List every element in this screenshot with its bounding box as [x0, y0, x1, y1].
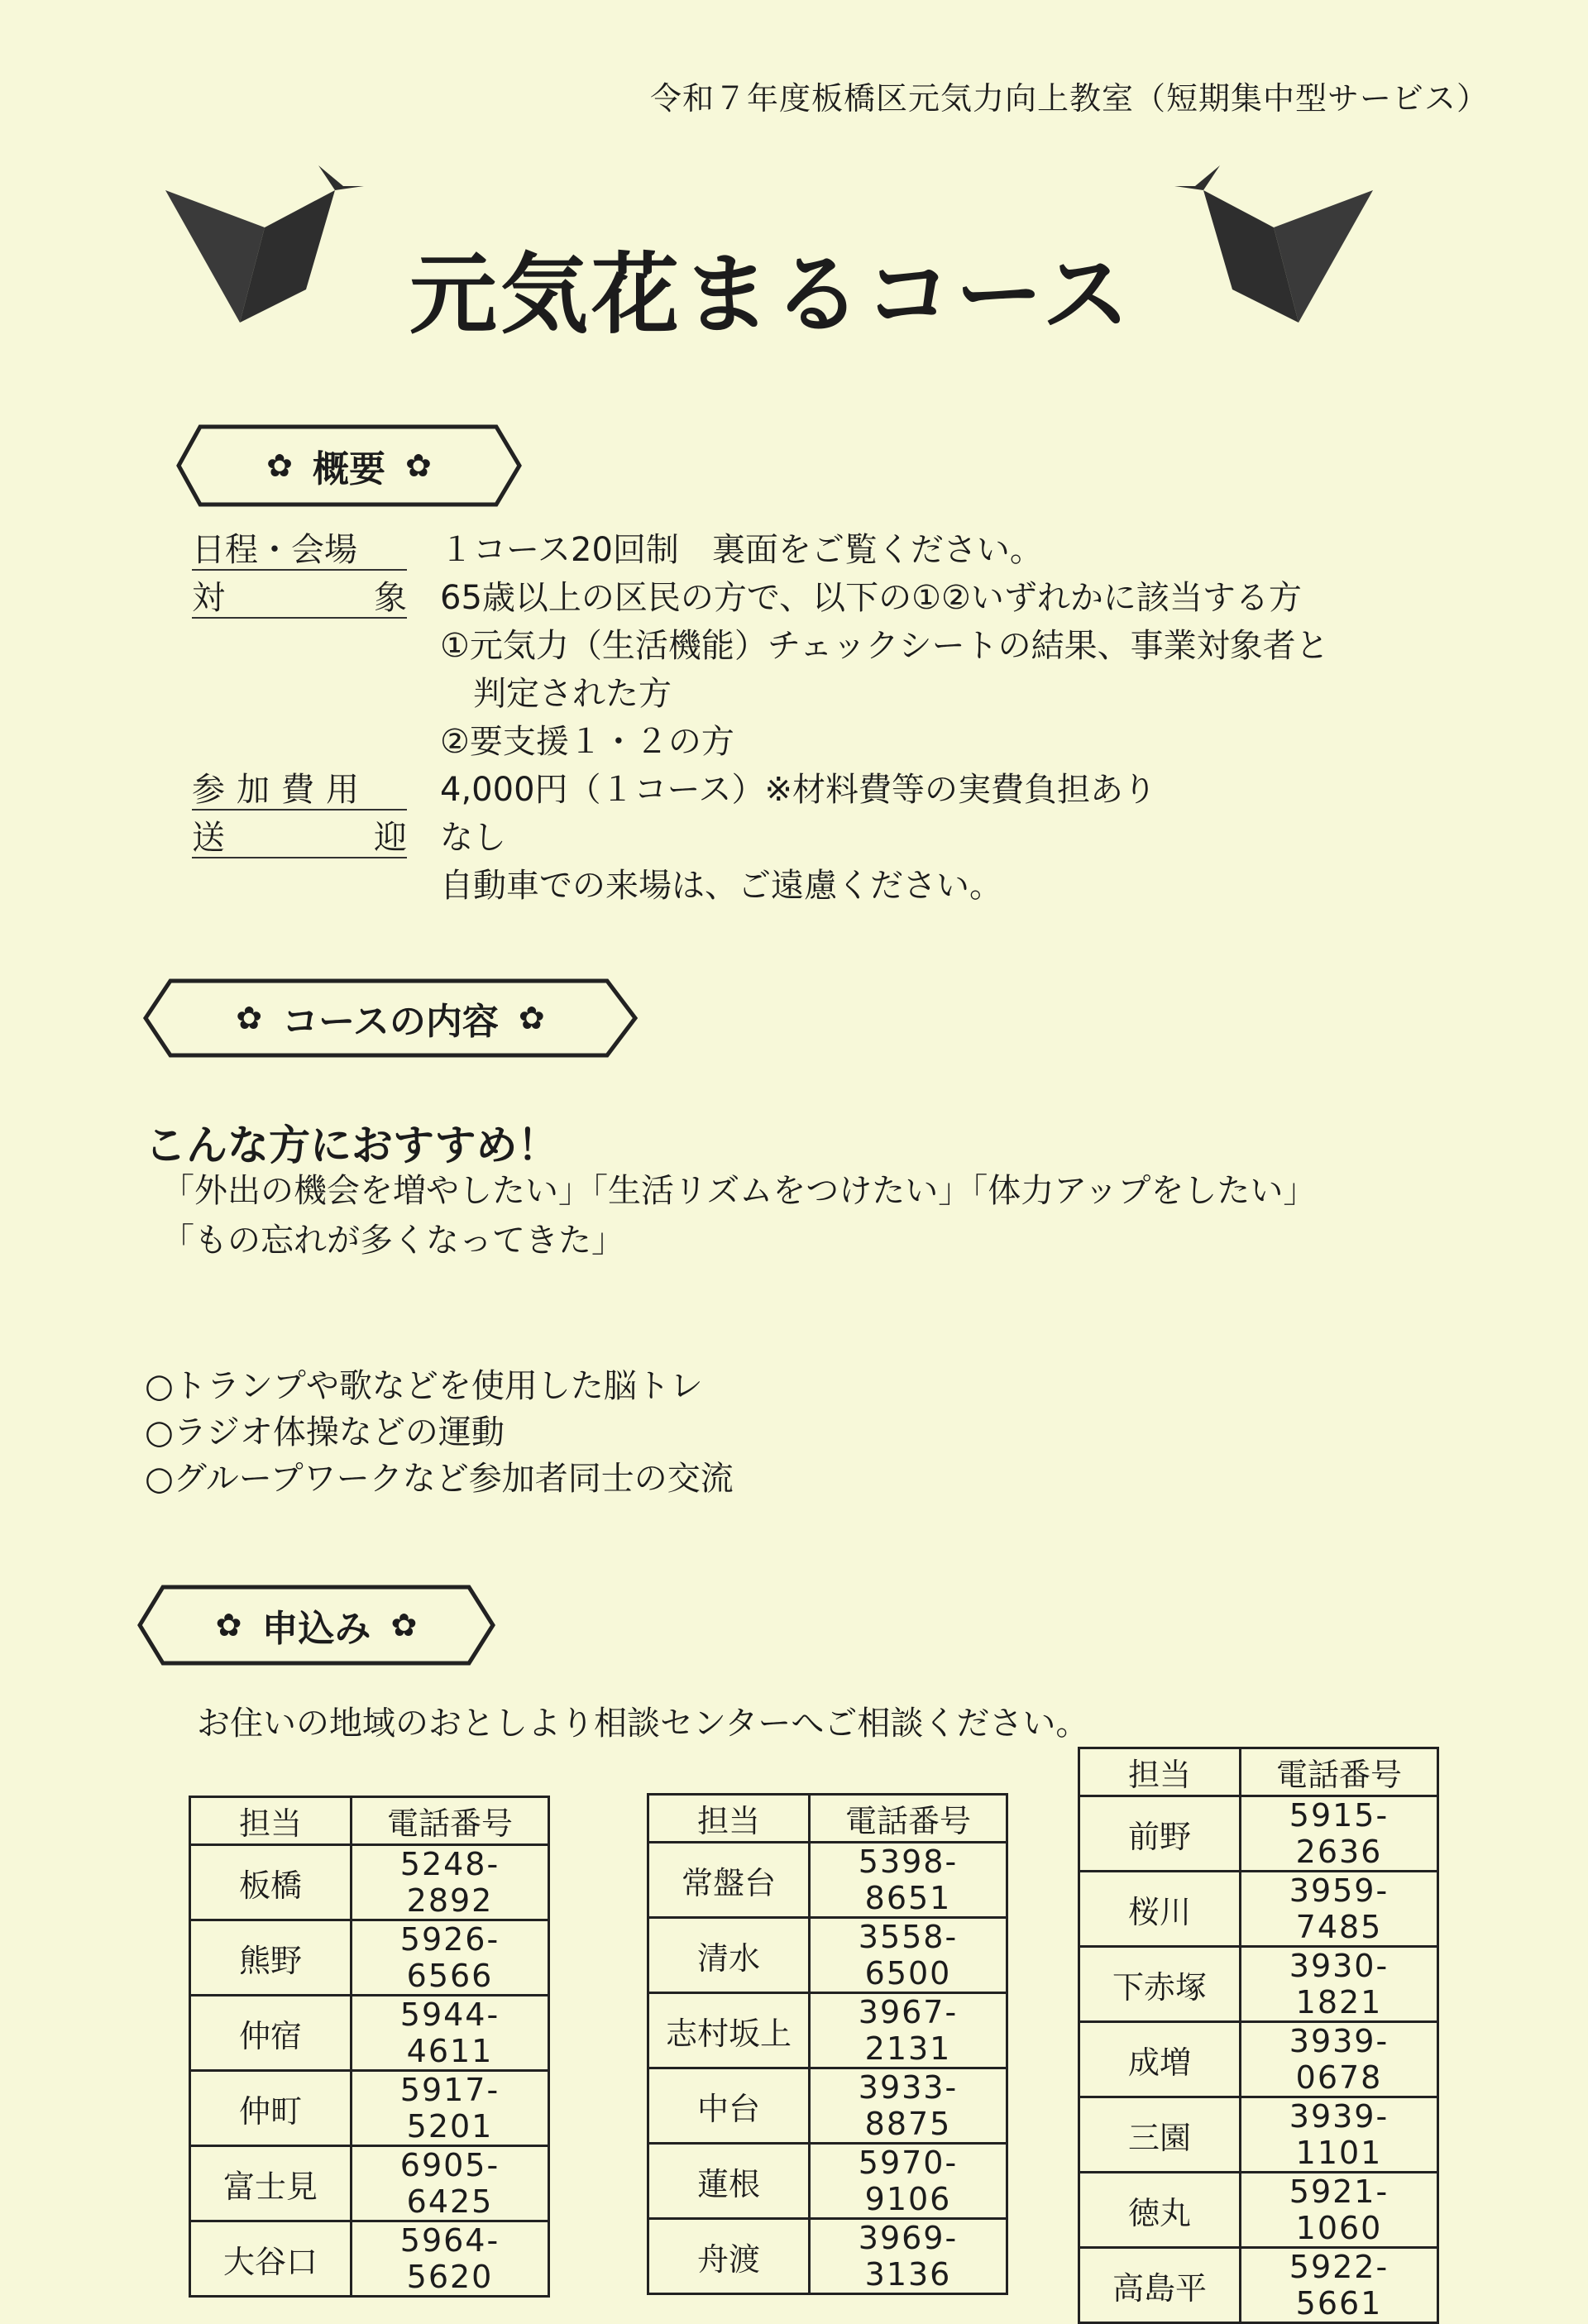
target-label [192, 574, 407, 619]
table-row [648, 2144, 1007, 2219]
area-cell: 志村坂上 [648, 1993, 810, 2068]
target-condition-2: ②要支援１・２の方 [440, 723, 734, 761]
table-row [1079, 1796, 1438, 1872]
phone-cell: 5915-2636 [1241, 1796, 1438, 1872]
area-cell: 徳丸 [1079, 2173, 1241, 2248]
area-cell: 大谷口 [190, 2221, 352, 2297]
table-row [648, 2219, 1007, 2294]
overview-block [192, 526, 1329, 910]
transport-label-part: 送 [192, 819, 225, 857]
section-label-apply [136, 1584, 496, 1666]
phone-cell: 5248-2892 [352, 1845, 549, 1920]
phone-cell: 5398-8651 [810, 1843, 1007, 1918]
fee-value: 4,000円（１コース）※材料費等の実費負担あり [440, 771, 1157, 809]
column-header-area: 担当 [190, 1797, 352, 1845]
phone-cell: 3967-2131 [810, 1993, 1007, 2068]
area-cell: 成増 [1079, 2022, 1241, 2097]
flower-icon: ✿ [518, 1000, 545, 1036]
table-header-row [1079, 1748, 1438, 1796]
schedule-row [192, 526, 1329, 574]
table-row [1079, 2022, 1438, 2097]
phone-cell: 5964-5620 [352, 2221, 549, 2297]
target-condition-1b: 判定された方 [440, 675, 672, 713]
activity-item: ○グループワークなど参加者同士の交流 [145, 1460, 734, 1498]
area-cell: 高島平 [1079, 2248, 1241, 2323]
area-cell: 仲町 [190, 2071, 352, 2146]
table-row [648, 1918, 1007, 1993]
fee-label: 参加費用 [192, 766, 407, 811]
table-row [190, 1920, 549, 1996]
table-row [190, 2221, 549, 2297]
table-row [1079, 2248, 1438, 2323]
phone-cell: 3939-1101 [1241, 2097, 1438, 2173]
area-cell: 清水 [648, 1918, 810, 1993]
column-header-area: 担当 [648, 1795, 810, 1843]
recommend-heading: こんな方におすすめ！ [145, 1121, 559, 1169]
area-cell: 仲宿 [190, 1996, 352, 2071]
schedule-value: １コース20回制 裏面をご覧ください。 [440, 531, 1043, 569]
column-header-phone: 電話番号 [810, 1795, 1007, 1843]
paper-crane-icon [165, 165, 364, 331]
area-cell: 桜川 [1079, 1872, 1241, 1947]
section-label-text: 申込み [261, 1608, 371, 1650]
apply-instruction: お住いの地域のおとしより相談センターへご相談ください。 [197, 1705, 1089, 1743]
table-row [190, 1845, 549, 1920]
area-cell: 舟渡 [648, 2219, 810, 2294]
phone-cell: 5944-4611 [352, 1996, 549, 2071]
phone-cell: 3959-7485 [1241, 1872, 1438, 1947]
table-header-row [648, 1795, 1007, 1843]
table-row [648, 2068, 1007, 2144]
phone-cell: 3558-6500 [810, 1918, 1007, 1993]
phone-cell: 3939-0678 [1241, 2022, 1438, 2097]
phone-cell: 5926-6566 [352, 1920, 549, 1996]
contact-table [647, 1793, 1008, 2295]
phone-cell: 5922-5661 [1241, 2248, 1438, 2323]
column-header-area: 担当 [1079, 1748, 1241, 1796]
course-title: 元気花まるコース [409, 244, 1133, 346]
target-value: 65歳以上の区民の方で、以下の①②いずれかに該当する方 [440, 579, 1302, 617]
section-label-overview [175, 423, 523, 508]
table-row [1079, 1872, 1438, 1947]
flower-icon: ✿ [215, 1607, 242, 1643]
transport-label-part: 迎 [374, 819, 407, 857]
column-header-phone: 電話番号 [1241, 1748, 1438, 1796]
target-label-part: 対 [192, 579, 225, 617]
area-cell: 前野 [1079, 1796, 1241, 1872]
recommend-quotes [161, 1166, 1316, 1265]
table-row [190, 2146, 549, 2221]
phone-cell: 5917-5201 [352, 2071, 549, 2146]
target-row [192, 574, 1329, 766]
activity-item: ○トランプや歌などを使用した脳トレ [145, 1367, 703, 1405]
table-row [190, 1996, 549, 2071]
table-row [1079, 2173, 1438, 2248]
flower-icon: ✿ [266, 447, 293, 484]
recommend-line: 「外出の機会を増やしたい」「生活リズムをつけたい」「体力アップをしたい」 [161, 1172, 1317, 1210]
area-cell: 蓮根 [648, 2144, 810, 2219]
phone-cell: 3933-8875 [810, 2068, 1007, 2144]
section-label-text: 概要 [313, 448, 385, 490]
table-header-row [190, 1797, 549, 1845]
area-cell: 三園 [1079, 2097, 1241, 2173]
phone-cell: 5970-9106 [810, 2144, 1007, 2219]
paper-crane-icon [1174, 165, 1373, 331]
phone-cell: 3969-3136 [810, 2219, 1007, 2294]
area-cell: 中台 [648, 2068, 810, 2144]
target-label-part: 象 [374, 579, 407, 617]
area-cell: 常盤台 [648, 1843, 810, 1918]
phone-cell: 5921-1060 [1241, 2173, 1438, 2248]
activity-list [145, 1363, 734, 1502]
target-condition-1: ①元気力（生活機能）チェックシートの結果、事業対象者と [440, 627, 1329, 665]
table-row [648, 1993, 1007, 2068]
program-title: 令和７年度板橋区元気力向上教室（短期集中型サービス） [649, 80, 1489, 117]
fee-row [192, 766, 1329, 814]
area-cell: 富士見 [190, 2146, 352, 2221]
contact-table [189, 1796, 550, 2298]
table-row [648, 1843, 1007, 1918]
column-header-phone: 電話番号 [352, 1797, 549, 1845]
contact-table [1078, 1747, 1439, 2324]
section-label-text: コースの内容 [282, 1001, 499, 1043]
table-row [1079, 1947, 1438, 2022]
phone-cell: 6905-6425 [352, 2146, 549, 2221]
schedule-label: 日程・会場 [192, 526, 407, 571]
transport-value: なし [440, 819, 506, 857]
flower-icon: ✿ [390, 1607, 418, 1643]
area-cell: 熊野 [190, 1920, 352, 1996]
flower-icon: ✿ [405, 447, 432, 484]
area-cell: 下赤塚 [1079, 1947, 1241, 2022]
phone-cell: 3930-1821 [1241, 1947, 1438, 2022]
section-label-content [142, 978, 639, 1059]
flower-icon: ✿ [236, 1000, 263, 1036]
transport-label [192, 814, 407, 858]
table-row [190, 2071, 549, 2146]
recommend-line: 「もの忘れが多くなってきた」 [161, 1222, 624, 1260]
transport-note: 自動車での来場は、ご遠慮ください。 [440, 867, 1002, 905]
area-cell: 板橋 [190, 1845, 352, 1920]
table-row [1079, 2097, 1438, 2173]
activity-item: ○ラジオ体操などの運動 [145, 1413, 505, 1451]
transport-row [192, 814, 1329, 910]
